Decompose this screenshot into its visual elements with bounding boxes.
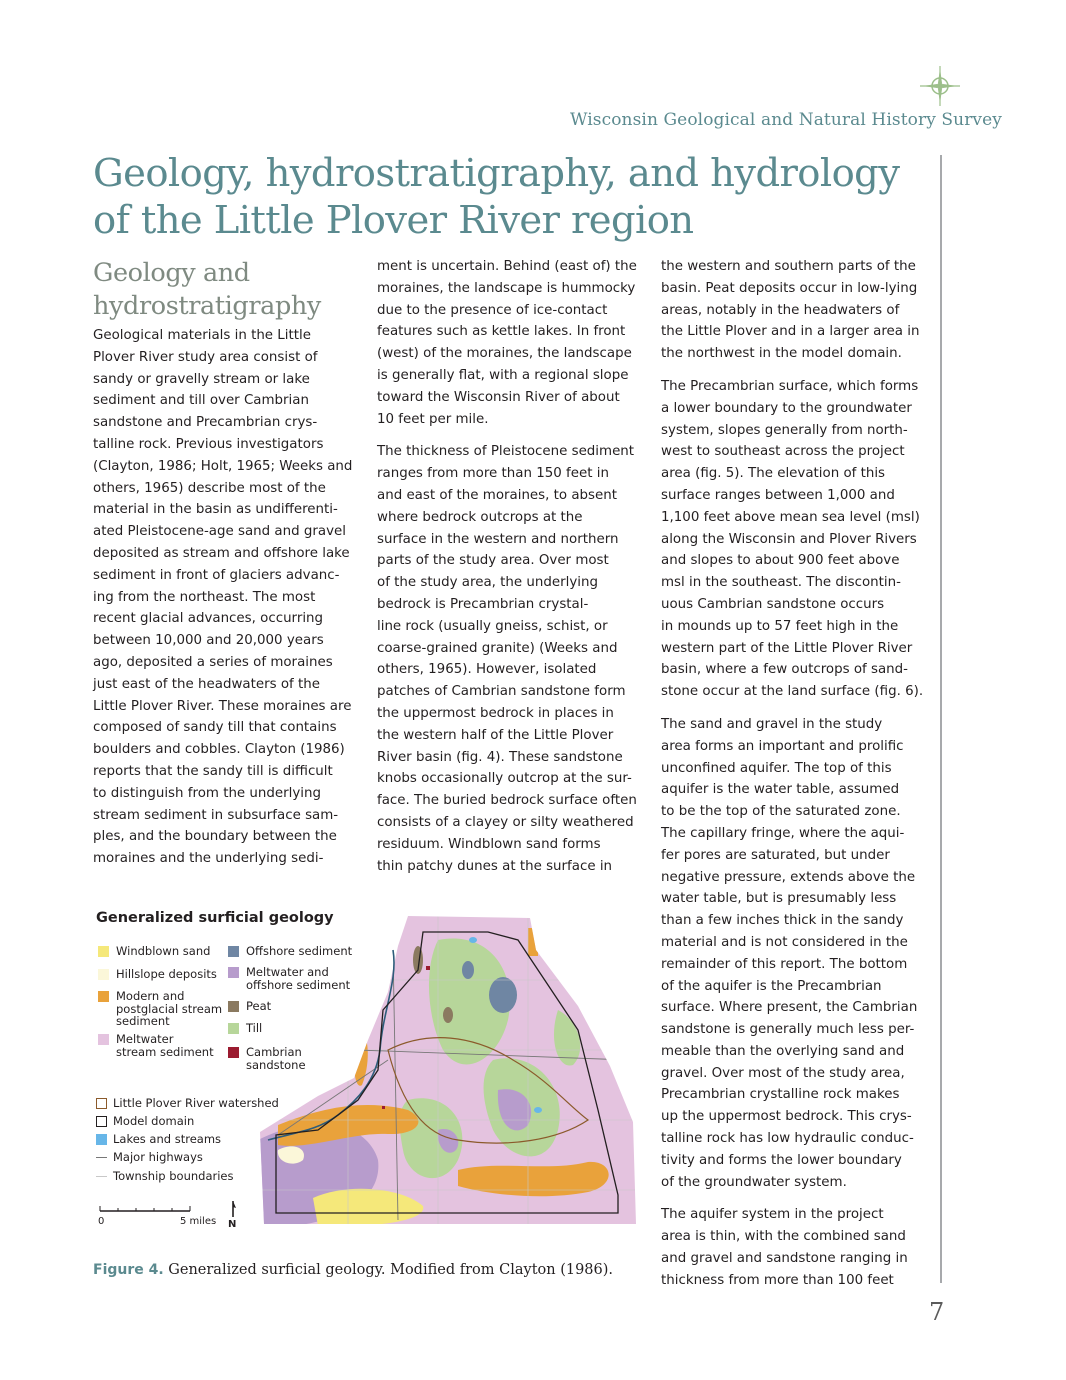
text-line: basin, where a few outcrops of sand- xyxy=(661,662,909,678)
legend-box-icon xyxy=(96,1098,107,1109)
paragraph xyxy=(377,256,647,430)
page-title-line1: Geology, hydrostratigraphy, and hydrology xyxy=(93,151,900,196)
paragraph xyxy=(661,1204,929,1291)
text-line: area is thin, with the combined sand xyxy=(661,1229,906,1245)
legend-swatch xyxy=(228,1023,239,1034)
figure-caption xyxy=(93,1262,613,1278)
text-line: surface. Where present, the Cambrian xyxy=(661,1000,918,1016)
text-line: Plover River study area consist of xyxy=(93,349,318,365)
text-line: tivity and forms the lower boundary xyxy=(661,1152,902,1168)
page-number: 7 xyxy=(929,1298,945,1326)
text-line: gravel. Over most of the study area, xyxy=(661,1065,905,1081)
text-line: Little Plover River. These moraines are xyxy=(93,698,352,714)
legend-box-icon xyxy=(96,1116,107,1127)
text-line: moraines and the underlying sedi- xyxy=(93,851,324,867)
legend-label: Major highways xyxy=(113,1150,203,1164)
legend-label: Modern and postglacial stream sediment xyxy=(116,989,223,1028)
paragraph xyxy=(93,325,361,870)
text-line: knobs occasionally outcrop at the sur- xyxy=(377,771,632,787)
legend-swatch xyxy=(228,1047,239,1058)
text-line: of the groundwater system. xyxy=(661,1174,847,1190)
north-label: N xyxy=(228,1219,237,1230)
text-line: the western half of the Little Plover xyxy=(377,727,614,743)
text-line: fer pores are saturated, but under xyxy=(661,847,890,863)
text-line: the northwest in the model domain. xyxy=(661,346,902,362)
page-title-line2: of the Little Plover River region xyxy=(93,198,694,243)
legend-label: Hillslope deposits xyxy=(116,967,217,981)
section-heading xyxy=(93,257,363,323)
page-title xyxy=(93,150,900,244)
legend-label: Meltwater and offshore sediment xyxy=(246,965,351,992)
legend-label: Offshore sediment xyxy=(246,944,353,958)
text-line: ago, deposited a series of moraines xyxy=(93,654,333,670)
text-line: uous Cambrian sandstone occurs xyxy=(661,596,885,612)
legend-swatch xyxy=(98,991,109,1002)
text-line: Geological materials in the Little xyxy=(93,328,311,343)
text-line: features such as kettle lakes. In front xyxy=(377,324,626,340)
text-line: unconfined aquifer. The top of this xyxy=(661,760,892,776)
text-line: western part of the Little Plover River xyxy=(661,640,913,656)
text-line: remainder of this report. The bottom xyxy=(661,956,908,972)
text-line: in mounds up to 57 feet high in the xyxy=(661,618,899,634)
text-line: the uppermost bedrock in places in xyxy=(377,705,614,721)
text-line: along the Wisconsin and Plover Rivers xyxy=(661,531,917,547)
text-line: and slopes to about 900 feet above xyxy=(661,553,900,569)
scale-start-label: 0 xyxy=(98,1216,105,1227)
text-line: between 10,000 and 20,000 years xyxy=(93,633,324,649)
text-line: recent glacial advances, occurring xyxy=(93,611,324,627)
text-line: River basin (fig. 4). These sandstone xyxy=(377,749,623,765)
text-line: basin. Peat deposits occur in low-lying xyxy=(661,280,918,296)
text-line: a lower boundary to the groundwater xyxy=(661,400,912,416)
text-line: moraines, the landscape is hummocky xyxy=(377,280,636,296)
section-heading-line2: hydrostratigraphy xyxy=(93,291,321,321)
text-line: ples, and the boundary between the xyxy=(93,829,337,845)
text-line: stone occur at the land surface (fig. 6). xyxy=(661,684,924,700)
text-line: line rock (usually gneiss, schist, or xyxy=(377,618,608,634)
caption-text: Generalized surficial geology. Modified from Clayton (1986). xyxy=(163,1262,614,1278)
text-line: aquifer is the water table, assumed xyxy=(661,782,900,798)
text-line: The aquifer system in the project xyxy=(661,1207,884,1223)
text-line: The capillary fringe, where the aqui- xyxy=(661,825,905,841)
text-line: thickness from more than 100 feet xyxy=(661,1272,894,1288)
text-line: composed of sandy till that contains xyxy=(93,720,337,736)
legend-swatch xyxy=(98,946,109,957)
text-line: reports that the sandy till is difficult xyxy=(93,763,333,779)
text-line: residuum. Windblown sand forms xyxy=(377,836,601,852)
text-line: and gravel and sandstone ranging in xyxy=(661,1251,908,1267)
text-line: and east of the moraines, to absent xyxy=(377,487,618,503)
text-line: negative pressure, extends above the xyxy=(661,869,916,885)
text-line: stream sediment in subsurface sam- xyxy=(93,807,339,823)
text-line: material in the basin as undifferenti- xyxy=(93,502,338,518)
text-line: ing from the northeast. The most xyxy=(93,589,316,605)
body-column-2 xyxy=(377,256,647,888)
legend-label: Windblown sand xyxy=(116,944,211,958)
text-line: sediment in front of glaciers advanc- xyxy=(93,567,340,583)
text-line: sandy or gravelly stream or lake xyxy=(93,371,310,387)
text-line: meable than the overlying sand and xyxy=(661,1043,905,1059)
text-line: The sand and gravel in the study xyxy=(661,716,883,732)
text-line: parts of the study area. Over most xyxy=(377,553,609,569)
legend-label: Lakes and streams xyxy=(113,1132,222,1146)
figure-title: Generalized surficial geology xyxy=(96,910,334,926)
geology-map xyxy=(258,910,638,1228)
text-line: system, slopes generally from north- xyxy=(661,422,908,438)
text-line: sandstone is generally much less per- xyxy=(661,1022,915,1038)
text-line: ranges from more than 150 feet in xyxy=(377,466,609,482)
text-line: west to southeast across the project xyxy=(661,444,905,460)
paragraph xyxy=(661,376,929,703)
legend-label: Little Plover River watershed xyxy=(113,1096,279,1110)
legend-swatch xyxy=(228,1001,239,1012)
text-line: boulders and cobbles. Clayton (1986) xyxy=(93,742,345,758)
text-line: just east of the headwaters of the xyxy=(93,676,320,692)
legend-swatch xyxy=(228,946,239,957)
body-column-3 xyxy=(661,256,929,1303)
text-line: consists of a clayey or silty weathered xyxy=(377,814,634,830)
text-line: water table, but is presumably less xyxy=(661,891,897,907)
text-line: sandstone and Precambrian crys- xyxy=(93,415,318,431)
text-line: ment is uncertain. Behind (east of) the xyxy=(377,259,637,274)
legend-line-icon xyxy=(96,1176,107,1177)
text-line: of the aquifer is the Precambrian xyxy=(661,978,882,994)
text-line: (Clayton, 1986; Holt, 1965; Weeks and xyxy=(93,458,353,474)
text-line: deposited as stream and offshore lake xyxy=(93,545,350,561)
caption-label: Figure 4. xyxy=(93,1262,164,1278)
text-line: others, 1965). However, isolated xyxy=(377,662,597,678)
text-line: surface in the western and northern xyxy=(377,531,619,547)
text-line: (west) of the moraines, the landscape xyxy=(377,346,632,362)
section-heading-line1: Geology and xyxy=(93,258,250,288)
legend-swatch xyxy=(96,1134,107,1145)
text-line: talline rock. Previous investigators xyxy=(93,436,324,452)
text-line: patches of Cambrian sandstone form xyxy=(377,684,626,700)
legend-label: Till xyxy=(246,1021,263,1035)
text-line: the western and southern parts of the xyxy=(661,259,916,274)
vertical-rule xyxy=(940,155,942,1283)
text-line: than a few inches thick in the sandy xyxy=(661,913,904,929)
legend-swatch xyxy=(228,967,239,978)
text-line: to be the top of the saturated zone. xyxy=(661,804,901,820)
legend-label: Model domain xyxy=(113,1114,195,1128)
text-line: talline rock has low hydraulic conduc- xyxy=(661,1131,914,1147)
paragraph xyxy=(661,714,929,1194)
text-line: toward the Wisconsin River of about xyxy=(377,389,620,405)
text-line: to distinguish from the underlying xyxy=(93,785,322,801)
text-line: msl in the southeast. The discontin- xyxy=(661,575,901,591)
text-line: material and is not considered in the xyxy=(661,934,908,950)
text-line: area forms an important and prolific xyxy=(661,738,904,754)
text-line: up the uppermost bedrock. This crys- xyxy=(661,1109,912,1125)
legend-label: Cambrian sandstone xyxy=(246,1045,306,1072)
text-line: Precambrian crystalline rock makes xyxy=(661,1087,900,1103)
legend-swatch xyxy=(98,1034,109,1045)
text-line: surface ranges between 1,000 and xyxy=(661,487,895,503)
paragraph xyxy=(377,441,647,877)
text-line: of the study area, the underlying xyxy=(377,575,598,591)
text-line: others, 1965) describe most of the xyxy=(93,480,326,496)
legend-label: Township boundaries xyxy=(113,1169,234,1183)
text-line: The thickness of Pleistocene sediment xyxy=(377,444,635,460)
compass-rose-icon xyxy=(918,64,962,108)
text-line: sediment and till over Cambrian xyxy=(93,393,309,409)
header-organization: Wisconsin Geological and Natural History Survey xyxy=(569,110,1002,130)
text-line: area (fig. 5). The elevation of this xyxy=(661,466,886,482)
text-line: 10 feet per mile. xyxy=(377,411,489,427)
legend-label: Peat xyxy=(246,999,272,1013)
legend-label: Meltwater stream sediment xyxy=(116,1032,214,1059)
text-line: is generally flat, with a regional slope xyxy=(377,367,629,383)
text-line: 1,100 feet above mean sea level (msl) xyxy=(661,509,920,525)
scale-bar xyxy=(98,1201,248,1235)
legend-swatch xyxy=(98,969,109,980)
text-line: ated Pleistocene-age sand and gravel xyxy=(93,524,346,540)
text-line: due to the presence of ice-contact xyxy=(377,302,608,318)
body-column-1 xyxy=(93,325,361,881)
text-line: thin patchy dunes at the surface in xyxy=(377,858,613,874)
text-line: face. The buried bedrock surface often xyxy=(377,793,637,809)
text-line: the Little Plover and in a larger area in xyxy=(661,324,920,340)
text-line: The Precambrian surface, which forms xyxy=(661,378,919,394)
text-line: where bedrock outcrops at the xyxy=(377,509,583,525)
text-line: bedrock is Precambrian crystal- xyxy=(377,596,589,612)
text-line: areas, notably in the headwaters of xyxy=(661,302,900,318)
legend-line-icon xyxy=(96,1157,107,1158)
text-line: coarse-grained granite) (Weeks and xyxy=(377,640,618,656)
scale-end-label: 5 miles xyxy=(180,1216,217,1227)
paragraph xyxy=(661,256,929,365)
